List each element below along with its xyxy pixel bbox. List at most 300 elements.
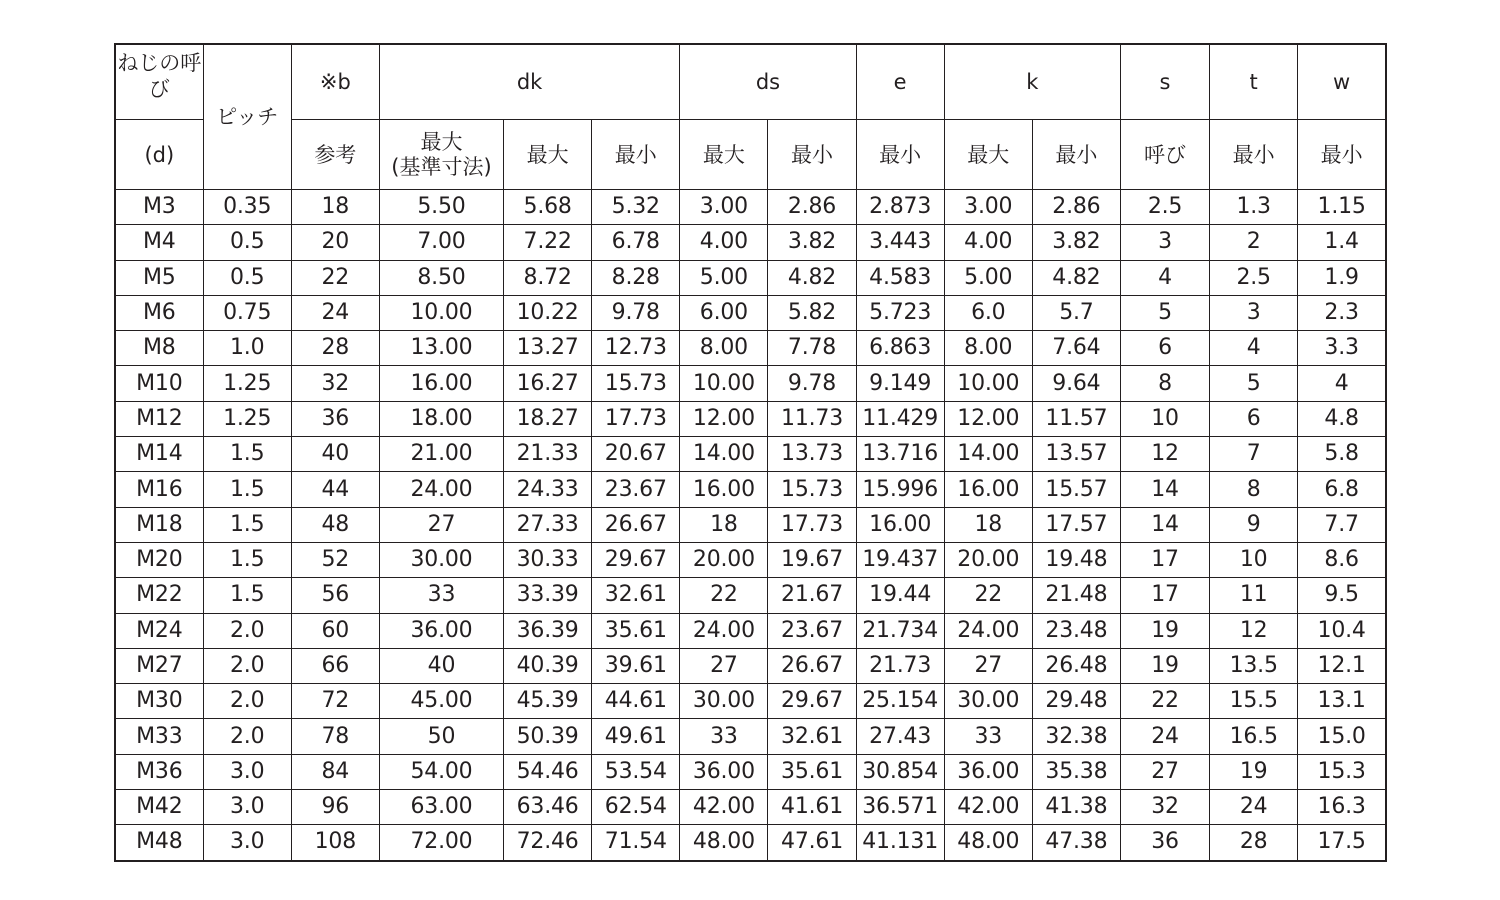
table-cell-t-min: 5 xyxy=(1210,366,1298,401)
table-cell-k-max: 48.00 xyxy=(944,825,1032,861)
table-cell-ds-max: 16.00 xyxy=(680,472,768,507)
header-thread-designation: ねじの呼び xyxy=(115,44,203,120)
table-cell-ds-max: 4.00 xyxy=(680,225,768,260)
table-cell-pitch: 3.0 xyxy=(203,754,291,789)
table-cell-ds-min: 7.78 xyxy=(768,331,856,366)
table-header xyxy=(115,44,1386,190)
table-cell-ds-max: 5.00 xyxy=(680,260,768,295)
table-cell-pitch: 1.25 xyxy=(203,401,291,436)
table-row xyxy=(115,648,1386,683)
table-cell-dk-max: 36.39 xyxy=(504,613,592,648)
table-cell-d: M22 xyxy=(115,578,203,613)
header-s-nominal: 呼び xyxy=(1120,120,1209,190)
table-cell-ds-min: 32.61 xyxy=(768,719,856,754)
table-cell-dk-max: 50.39 xyxy=(504,719,592,754)
table-cell-e-min: 13.716 xyxy=(856,437,944,472)
table-cell-ds-min: 5.82 xyxy=(768,295,856,330)
table-cell-ds-max: 24.00 xyxy=(680,613,768,648)
table-cell-ds-min: 15.73 xyxy=(768,472,856,507)
table-cell-w-min: 1.4 xyxy=(1298,225,1386,260)
table-row xyxy=(115,719,1386,754)
table-cell-k-min: 21.48 xyxy=(1032,578,1120,613)
table-cell-s-nominal: 6 xyxy=(1120,331,1209,366)
table-cell-t-min: 7 xyxy=(1210,437,1298,472)
table-cell-dk-max: 45.39 xyxy=(504,684,592,719)
table-cell-t-min: 3 xyxy=(1210,295,1298,330)
header-dk: dk xyxy=(379,44,679,120)
table-cell-dk-max: 33.39 xyxy=(504,578,592,613)
table-cell-w-min: 7.7 xyxy=(1298,507,1386,542)
table-cell-k-min: 13.57 xyxy=(1032,437,1120,472)
table-cell-t-min: 10 xyxy=(1210,542,1298,577)
header-ds-max: 最大 xyxy=(680,120,768,190)
table-cell-e-min: 41.131 xyxy=(856,825,944,861)
table-cell-ds-min: 47.61 xyxy=(768,825,856,861)
table-cell-t-min: 2 xyxy=(1210,225,1298,260)
table-cell-dk-min: 17.73 xyxy=(592,401,680,436)
table-cell-dk-min: 26.67 xyxy=(592,507,680,542)
table-cell-s-nominal: 12 xyxy=(1120,437,1209,472)
table-cell-pitch: 1.5 xyxy=(203,437,291,472)
table-cell-d: M14 xyxy=(115,437,203,472)
table-cell-dk-max: 30.33 xyxy=(504,542,592,577)
table-cell-dk-max-basic: 63.00 xyxy=(379,790,503,825)
table-cell-ds-min: 23.67 xyxy=(768,613,856,648)
table-cell-w-min: 15.0 xyxy=(1298,719,1386,754)
table-cell-dk-max: 5.68 xyxy=(504,190,592,225)
table-cell-pitch: 2.0 xyxy=(203,613,291,648)
table-cell-e-min: 4.583 xyxy=(856,260,944,295)
header-w: w xyxy=(1298,44,1386,120)
table-cell-t-min: 24 xyxy=(1210,790,1298,825)
table-cell-b: 56 xyxy=(291,578,379,613)
table-cell-e-min: 6.863 xyxy=(856,331,944,366)
table-cell-b: 18 xyxy=(291,190,379,225)
table-cell-b: 96 xyxy=(291,790,379,825)
table-cell-t-min: 11 xyxy=(1210,578,1298,613)
table-cell-t-min: 28 xyxy=(1210,825,1298,861)
table-cell-dk-min: 8.28 xyxy=(592,260,680,295)
table-cell-w-min: 1.9 xyxy=(1298,260,1386,295)
table-cell-pitch: 1.5 xyxy=(203,542,291,577)
table-cell-k-min: 47.38 xyxy=(1032,825,1120,861)
table-cell-dk-max: 24.33 xyxy=(504,472,592,507)
table-cell-ds-min: 17.73 xyxy=(768,507,856,542)
table-cell-e-min: 3.443 xyxy=(856,225,944,260)
table-cell-s-nominal: 24 xyxy=(1120,719,1209,754)
table-cell-t-min: 8 xyxy=(1210,472,1298,507)
table-cell-ds-max: 8.00 xyxy=(680,331,768,366)
table-cell-w-min: 6.8 xyxy=(1298,472,1386,507)
header-row-sub xyxy=(115,120,1386,190)
table-cell-ds-max: 6.00 xyxy=(680,295,768,330)
table-cell-s-nominal: 32 xyxy=(1120,790,1209,825)
table-cell-pitch: 3.0 xyxy=(203,825,291,861)
table-cell-dk-max-basic: 8.50 xyxy=(379,260,503,295)
table-cell-dk-max: 16.27 xyxy=(504,366,592,401)
table-row xyxy=(115,684,1386,719)
table-cell-dk-max: 13.27 xyxy=(504,331,592,366)
header-s: s xyxy=(1120,44,1209,120)
table-cell-d: M4 xyxy=(115,225,203,260)
table-cell-k-max: 10.00 xyxy=(944,366,1032,401)
table-cell-b: 40 xyxy=(291,437,379,472)
table-cell-dk-min: 53.54 xyxy=(592,754,680,789)
table-cell-dk-min: 29.67 xyxy=(592,542,680,577)
table-cell-d: M27 xyxy=(115,648,203,683)
table-cell-dk-max: 7.22 xyxy=(504,225,592,260)
table-cell-w-min: 10.4 xyxy=(1298,613,1386,648)
table-cell-dk-min: 12.73 xyxy=(592,331,680,366)
header-k: k xyxy=(944,44,1120,120)
table-cell-d: M10 xyxy=(115,366,203,401)
table-cell-k-max: 42.00 xyxy=(944,790,1032,825)
table-cell-dk-min: 39.61 xyxy=(592,648,680,683)
table-cell-b: 48 xyxy=(291,507,379,542)
table-cell-dk-max: 27.33 xyxy=(504,507,592,542)
table-cell-dk-max-basic: 54.00 xyxy=(379,754,503,789)
table-cell-s-nominal: 4 xyxy=(1120,260,1209,295)
table-cell-dk-min: 5.32 xyxy=(592,190,680,225)
table-cell-k-min: 41.38 xyxy=(1032,790,1120,825)
table-cell-k-min: 5.7 xyxy=(1032,295,1120,330)
table-cell-dk-max-basic: 33 xyxy=(379,578,503,613)
table-row xyxy=(115,190,1386,225)
table-cell-d: M20 xyxy=(115,542,203,577)
table-cell-b: 52 xyxy=(291,542,379,577)
table-row xyxy=(115,401,1386,436)
table-cell-t-min: 1.3 xyxy=(1210,190,1298,225)
table-cell-e-min: 2.873 xyxy=(856,190,944,225)
table-cell-b: 24 xyxy=(291,295,379,330)
table-cell-s-nominal: 27 xyxy=(1120,754,1209,789)
table-cell-e-min: 16.00 xyxy=(856,507,944,542)
table-cell-t-min: 15.5 xyxy=(1210,684,1298,719)
header-row-top xyxy=(115,44,1386,120)
table-cell-dk-min: 6.78 xyxy=(592,225,680,260)
table-cell-b: 72 xyxy=(291,684,379,719)
table-cell-k-min: 4.82 xyxy=(1032,260,1120,295)
table-cell-d: M6 xyxy=(115,295,203,330)
table-cell-t-min: 2.5 xyxy=(1210,260,1298,295)
table-cell-pitch: 0.5 xyxy=(203,225,291,260)
table-cell-b: 84 xyxy=(291,754,379,789)
table-cell-w-min: 4.8 xyxy=(1298,401,1386,436)
table-cell-pitch: 2.0 xyxy=(203,719,291,754)
header-ds: ds xyxy=(680,44,856,120)
table-cell-t-min: 6 xyxy=(1210,401,1298,436)
table-cell-d: M5 xyxy=(115,260,203,295)
table-cell-s-nominal: 19 xyxy=(1120,648,1209,683)
table-cell-k-min: 7.64 xyxy=(1032,331,1120,366)
table-cell-k-max: 20.00 xyxy=(944,542,1032,577)
header-e-min: 最小 xyxy=(856,120,944,190)
table-cell-ds-max: 22 xyxy=(680,578,768,613)
header-d: (d) xyxy=(115,120,203,190)
table-cell-k-min: 3.82 xyxy=(1032,225,1120,260)
table-cell-w-min: 13.1 xyxy=(1298,684,1386,719)
table-cell-s-nominal: 2.5 xyxy=(1120,190,1209,225)
table-cell-dk-max: 10.22 xyxy=(504,295,592,330)
table-cell-d: M3 xyxy=(115,190,203,225)
table-cell-ds-min: 29.67 xyxy=(768,684,856,719)
table-cell-ds-max: 14.00 xyxy=(680,437,768,472)
table-cell-k-max: 22 xyxy=(944,578,1032,613)
table-cell-t-min: 9 xyxy=(1210,507,1298,542)
table-cell-b: 66 xyxy=(291,648,379,683)
table-cell-pitch: 2.0 xyxy=(203,684,291,719)
table-cell-k-max: 24.00 xyxy=(944,613,1032,648)
table-cell-pitch: 1.5 xyxy=(203,507,291,542)
table-cell-e-min: 9.149 xyxy=(856,366,944,401)
table-cell-dk-min: 32.61 xyxy=(592,578,680,613)
table-cell-k-min: 19.48 xyxy=(1032,542,1120,577)
table-cell-dk-max: 63.46 xyxy=(504,790,592,825)
table-cell-pitch: 0.35 xyxy=(203,190,291,225)
header-k-max: 最大 xyxy=(944,120,1032,190)
table-cell-ds-min: 21.67 xyxy=(768,578,856,613)
table-cell-e-min: 19.437 xyxy=(856,542,944,577)
header-ds-min: 最小 xyxy=(768,120,856,190)
table-cell-ds-min: 3.82 xyxy=(768,225,856,260)
table-cell-dk-max-basic: 50 xyxy=(379,719,503,754)
table-cell-k-max: 16.00 xyxy=(944,472,1032,507)
table-cell-k-min: 26.48 xyxy=(1032,648,1120,683)
table-cell-dk-min: 23.67 xyxy=(592,472,680,507)
table-cell-k-min: 15.57 xyxy=(1032,472,1120,507)
header-b-reference: 参考 xyxy=(291,120,379,190)
table-cell-k-max: 6.0 xyxy=(944,295,1032,330)
table-cell-w-min: 1.15 xyxy=(1298,190,1386,225)
table-cell-ds-min: 19.67 xyxy=(768,542,856,577)
table-row xyxy=(115,754,1386,789)
table-cell-s-nominal: 17 xyxy=(1120,578,1209,613)
table-cell-d: M48 xyxy=(115,825,203,861)
table-cell-dk-max: 72.46 xyxy=(504,825,592,861)
table-cell-dk-min: 62.54 xyxy=(592,790,680,825)
table-cell-dk-max-basic: 36.00 xyxy=(379,613,503,648)
header-dk-max-basic: 最大 (基準寸法) xyxy=(379,120,503,190)
table-cell-s-nominal: 8 xyxy=(1120,366,1209,401)
table-cell-ds-min: 9.78 xyxy=(768,366,856,401)
table-cell-d: M12 xyxy=(115,401,203,436)
table-cell-dk-min: 49.61 xyxy=(592,719,680,754)
table-cell-t-min: 13.5 xyxy=(1210,648,1298,683)
table-row xyxy=(115,790,1386,825)
table-cell-s-nominal: 14 xyxy=(1120,472,1209,507)
table-cell-k-max: 30.00 xyxy=(944,684,1032,719)
table-cell-ds-max: 27 xyxy=(680,648,768,683)
table-row xyxy=(115,260,1386,295)
table-cell-s-nominal: 22 xyxy=(1120,684,1209,719)
table-cell-pitch: 0.5 xyxy=(203,260,291,295)
table-cell-ds-max: 3.00 xyxy=(680,190,768,225)
table-cell-k-max: 18 xyxy=(944,507,1032,542)
table-cell-dk-min: 9.78 xyxy=(592,295,680,330)
table-cell-k-min: 23.48 xyxy=(1032,613,1120,648)
table-cell-pitch: 3.0 xyxy=(203,790,291,825)
table-cell-k-min: 9.64 xyxy=(1032,366,1120,401)
table-cell-k-min: 2.86 xyxy=(1032,190,1120,225)
table-cell-dk-max-basic: 40 xyxy=(379,648,503,683)
table-cell-d: M30 xyxy=(115,684,203,719)
table-cell-ds-max: 48.00 xyxy=(680,825,768,861)
table-cell-s-nominal: 3 xyxy=(1120,225,1209,260)
table-cell-dk-max-basic: 30.00 xyxy=(379,542,503,577)
table-cell-dk-min: 15.73 xyxy=(592,366,680,401)
table-row xyxy=(115,613,1386,648)
table-cell-e-min: 21.734 xyxy=(856,613,944,648)
table-cell-b: 108 xyxy=(291,825,379,861)
table-cell-e-min: 25.154 xyxy=(856,684,944,719)
table-cell-s-nominal: 36 xyxy=(1120,825,1209,861)
table-cell-ds-max: 36.00 xyxy=(680,754,768,789)
table-cell-dk-max-basic: 72.00 xyxy=(379,825,503,861)
table-cell-w-min: 17.5 xyxy=(1298,825,1386,861)
table-cell-dk-max-basic: 13.00 xyxy=(379,331,503,366)
table-cell-ds-min: 4.82 xyxy=(768,260,856,295)
table-row xyxy=(115,578,1386,613)
table-cell-w-min: 9.5 xyxy=(1298,578,1386,613)
table-cell-dk-max: 40.39 xyxy=(504,648,592,683)
table-row xyxy=(115,331,1386,366)
table-cell-k-max: 33 xyxy=(944,719,1032,754)
table-row xyxy=(115,295,1386,330)
table-cell-dk-max-basic: 45.00 xyxy=(379,684,503,719)
table-row xyxy=(115,437,1386,472)
table-row xyxy=(115,507,1386,542)
table-cell-ds-max: 42.00 xyxy=(680,790,768,825)
table-cell-e-min: 11.429 xyxy=(856,401,944,436)
table-cell-d: M33 xyxy=(115,719,203,754)
table-cell-b: 36 xyxy=(291,401,379,436)
table-cell-b: 78 xyxy=(291,719,379,754)
table-cell-pitch: 1.5 xyxy=(203,472,291,507)
table-cell-s-nominal: 17 xyxy=(1120,542,1209,577)
table-cell-e-min: 19.44 xyxy=(856,578,944,613)
table-cell-dk-max-basic: 10.00 xyxy=(379,295,503,330)
table-cell-dk-min: 20.67 xyxy=(592,437,680,472)
table-cell-ds-min: 13.73 xyxy=(768,437,856,472)
table-cell-w-min: 8.6 xyxy=(1298,542,1386,577)
table-cell-t-min: 16.5 xyxy=(1210,719,1298,754)
table-cell-e-min: 15.996 xyxy=(856,472,944,507)
table-cell-dk-max-basic: 7.00 xyxy=(379,225,503,260)
table-cell-b: 22 xyxy=(291,260,379,295)
table-row xyxy=(115,366,1386,401)
table-cell-b: 44 xyxy=(291,472,379,507)
table-cell-ds-min: 26.67 xyxy=(768,648,856,683)
table-cell-pitch: 1.25 xyxy=(203,366,291,401)
table-cell-e-min: 36.571 xyxy=(856,790,944,825)
header-w-min: 最小 xyxy=(1298,120,1386,190)
table-cell-k-max: 12.00 xyxy=(944,401,1032,436)
table-cell-k-max: 14.00 xyxy=(944,437,1032,472)
table-cell-k-max: 8.00 xyxy=(944,331,1032,366)
table-cell-ds-min: 41.61 xyxy=(768,790,856,825)
table-cell-d: M18 xyxy=(115,507,203,542)
table-cell-dk-max: 18.27 xyxy=(504,401,592,436)
dimension-table xyxy=(114,43,1387,862)
table-cell-e-min: 30.854 xyxy=(856,754,944,789)
table-cell-t-min: 19 xyxy=(1210,754,1298,789)
header-t-min: 最小 xyxy=(1210,120,1298,190)
table-cell-pitch: 0.75 xyxy=(203,295,291,330)
table-cell-ds-max: 18 xyxy=(680,507,768,542)
table-cell-k-max: 36.00 xyxy=(944,754,1032,789)
table-cell-s-nominal: 10 xyxy=(1120,401,1209,436)
table-cell-b: 32 xyxy=(291,366,379,401)
table-cell-dk-max-basic: 16.00 xyxy=(379,366,503,401)
table-cell-ds-max: 10.00 xyxy=(680,366,768,401)
table-cell-dk-max-basic: 21.00 xyxy=(379,437,503,472)
table-cell-ds-max: 12.00 xyxy=(680,401,768,436)
table-cell-w-min: 12.1 xyxy=(1298,648,1386,683)
table-cell-dk-min: 71.54 xyxy=(592,825,680,861)
header-dk-max: 最大 xyxy=(504,120,592,190)
table-cell-k-max: 4.00 xyxy=(944,225,1032,260)
table-row xyxy=(115,225,1386,260)
table-cell-dk-min: 44.61 xyxy=(592,684,680,719)
table-cell-pitch: 2.0 xyxy=(203,648,291,683)
table-cell-s-nominal: 14 xyxy=(1120,507,1209,542)
table-cell-w-min: 3.3 xyxy=(1298,331,1386,366)
header-t: t xyxy=(1210,44,1298,120)
table-cell-d: M36 xyxy=(115,754,203,789)
header-pitch: ピッチ xyxy=(203,44,291,190)
table-cell-t-min: 4 xyxy=(1210,331,1298,366)
table-cell-b: 28 xyxy=(291,331,379,366)
table-cell-dk-max-basic: 24.00 xyxy=(379,472,503,507)
table-row xyxy=(115,542,1386,577)
table-cell-k-max: 27 xyxy=(944,648,1032,683)
table-cell-dk-min: 35.61 xyxy=(592,613,680,648)
table-cell-d: M24 xyxy=(115,613,203,648)
header-k-min: 最小 xyxy=(1032,120,1120,190)
table-cell-d: M42 xyxy=(115,790,203,825)
table-cell-s-nominal: 5 xyxy=(1120,295,1209,330)
table-cell-w-min: 16.3 xyxy=(1298,790,1386,825)
table-cell-dk-max-basic: 5.50 xyxy=(379,190,503,225)
table-cell-ds-min: 2.86 xyxy=(768,190,856,225)
table-cell-b: 60 xyxy=(291,613,379,648)
header-dk-min: 最小 xyxy=(592,120,680,190)
table-row xyxy=(115,825,1386,861)
table-cell-e-min: 5.723 xyxy=(856,295,944,330)
table-cell-e-min: 21.73 xyxy=(856,648,944,683)
table-cell-b: 20 xyxy=(291,225,379,260)
table-cell-w-min: 2.3 xyxy=(1298,295,1386,330)
table-row xyxy=(115,472,1386,507)
table-cell-d: M8 xyxy=(115,331,203,366)
table-cell-s-nominal: 19 xyxy=(1120,613,1209,648)
table-body xyxy=(115,190,1386,861)
table-cell-dk-max: 54.46 xyxy=(504,754,592,789)
table-cell-dk-max-basic: 18.00 xyxy=(379,401,503,436)
table-cell-k-min: 35.38 xyxy=(1032,754,1120,789)
table-cell-ds-max: 30.00 xyxy=(680,684,768,719)
table-cell-t-min: 12 xyxy=(1210,613,1298,648)
table-cell-k-max: 3.00 xyxy=(944,190,1032,225)
table-cell-w-min: 5.8 xyxy=(1298,437,1386,472)
table-cell-ds-min: 11.73 xyxy=(768,401,856,436)
table-cell-pitch: 1.5 xyxy=(203,578,291,613)
table-cell-k-min: 17.57 xyxy=(1032,507,1120,542)
table-cell-ds-max: 33 xyxy=(680,719,768,754)
table-cell-e-min: 27.43 xyxy=(856,719,944,754)
table-cell-k-min: 11.57 xyxy=(1032,401,1120,436)
table-cell-dk-max-basic: 27 xyxy=(379,507,503,542)
